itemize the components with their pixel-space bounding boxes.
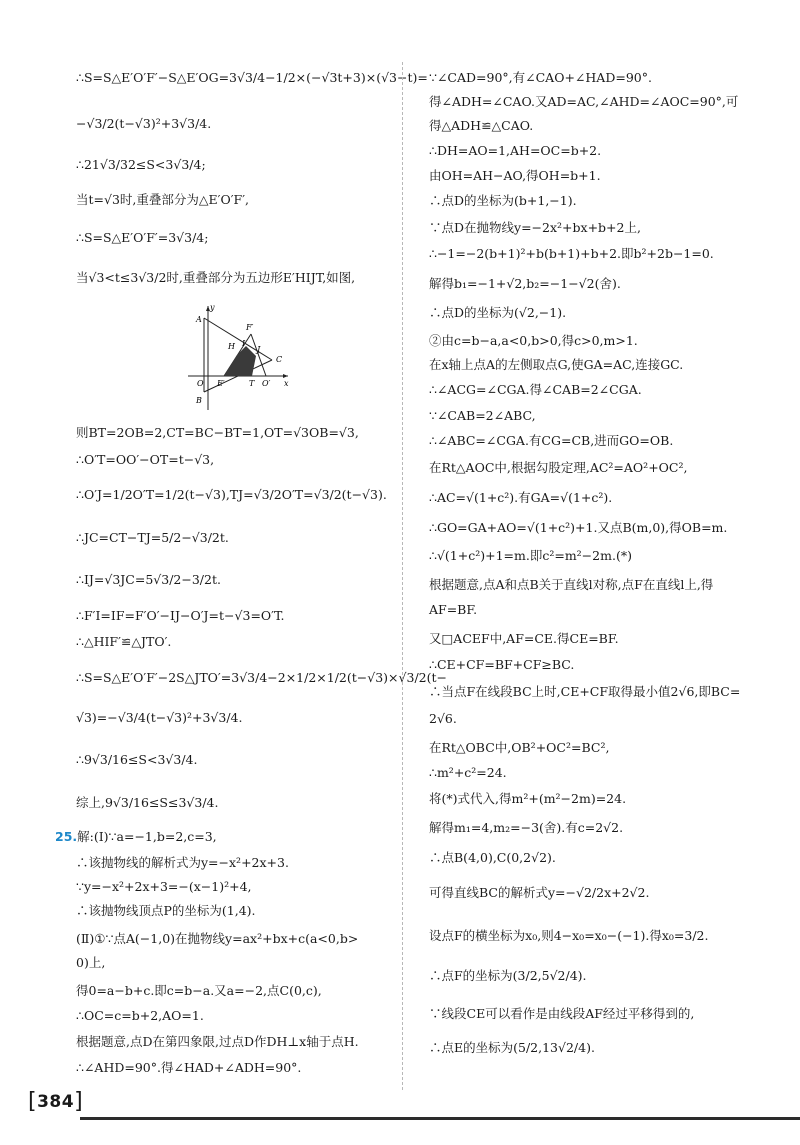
text-line: ∴9√3/16≤S<3√3/4. [76, 752, 198, 767]
figure-label: I [242, 339, 246, 348]
text-line: 根据题意,点D在第四象限,过点D作DH⊥x轴于点H. [76, 1034, 359, 1049]
text-line: ∴∠AHD=90°.得∠HAD+∠ADH=90°. [76, 1060, 302, 1075]
text-line: ∴点B(4,0),C(0,2√2). [429, 850, 556, 865]
text-line: 解:(Ⅰ)∵a=−1,b=2,c=3, [77, 829, 217, 844]
text-line: 由OH=AH−AO,得OH=b+1. [429, 168, 601, 183]
geometry-figure [188, 300, 310, 418]
text-line: ∴JC=CT−TJ=5/2−√3/2t. [76, 530, 229, 545]
text-line: ∵∠CAB=2∠ABC, [429, 408, 536, 423]
text-line: ∴OC=c=b+2,AO=1. [76, 1008, 204, 1023]
text-line: ∴F′I=IF=F′O′−IJ−O′J=t−√3=O′T. [76, 608, 285, 623]
figure-label: A [196, 315, 202, 324]
question-number: 25. [55, 829, 78, 844]
text-line: ∴该抛物线顶点P的坐标为(1,4). [76, 903, 256, 918]
text-line: ∴S=S△E′O′F′−S△E′OG=3√3/4−1/2×(−√3t+3)×(√3−t)= [76, 70, 428, 85]
figure-label: H [228, 342, 235, 351]
text-line: ∴AC=√(1+c²).有GA=√(1+c²). [429, 490, 613, 505]
text-line: ∴CE+CF=BF+CF≥BC. [429, 657, 575, 672]
text-line: ∴点D的坐标为(√2,−1). [429, 305, 567, 320]
figure-label: T [249, 379, 255, 388]
figure-label: E′ [217, 379, 225, 388]
x-axis-arrow [283, 374, 288, 378]
text-line: 在Rt△AOC中,根据勾股定理,AC²=AO²+OC², [429, 460, 688, 475]
page-number-value: 384 [37, 1092, 75, 1112]
text-line: 当√3<t≤3√3/2时,重叠部分为五边形E′HIJT,如图, [76, 270, 356, 285]
text-line: ∴点F的坐标为(3/2,5√2/4). [429, 968, 587, 983]
figure-label: J [257, 345, 261, 354]
text-line: 设点F的横坐标为x₀,则4−x₀=x₀−(−1).得x₀=3/2. [429, 928, 709, 943]
text-line: ∴IJ=√3JC=5√3/2−3/2t. [76, 572, 221, 587]
text-line: 又□ACEF中,AF=CE.得CE=BF. [429, 631, 619, 646]
figure-label: B [196, 396, 202, 405]
text-line: 解得m₁=4,m₂=−3(舍).有c=2√2. [429, 820, 624, 835]
text-line: 得△ADH≌△CAO. [429, 118, 534, 133]
column-divider [402, 62, 403, 1090]
text-line: ∵线段CE可以看作是由线段AF经过平移得到的, [429, 1006, 695, 1021]
text-line: 解得b₁=−1+√2,b₂=−1−√2(舍). [429, 276, 621, 291]
text-line: ∴DH=AO=1,AH=OC=b+2. [429, 143, 602, 158]
text-line: 0)上, [76, 955, 106, 970]
figure-label: C [276, 355, 283, 364]
text-line: (Ⅱ)①∵点A(−1,0)在抛物线y=ax²+bx+c(a<0,b> [76, 931, 359, 946]
text-line: ∴−1=−2(b+1)²+b(b+1)+b+2.即b²+2b−1=0. [429, 246, 714, 261]
text-line: 在x轴上点A的左侧取点G,使GA=AC,连接GC. [429, 357, 684, 372]
text-line: ②由c=b−a,a<0,b>0,得c>0,m>1. [429, 333, 638, 348]
question-25-header [55, 829, 217, 845]
text-line: ∴O′T=OO′−OT=t−√3, [76, 452, 215, 467]
text-line: ∵∠CAD=90°,有∠CAO+∠HAD=90°. [429, 70, 652, 85]
text-line: ∵y=−x²+2x+3=−(x−1)²+4, [76, 879, 252, 894]
text-line: 可得直线BC的解析式y=−√2/2x+2√2. [429, 885, 650, 900]
footer-rule [80, 1117, 800, 1120]
text-line: 当t=√3时,重叠部分为△E′O′F′, [76, 192, 250, 207]
figure-label: O′ [262, 379, 271, 388]
text-line: 综上,9√3/16≤S≤3√3/4. [76, 795, 219, 810]
text-line: ∴点D的坐标为(b+1,−1). [429, 193, 577, 208]
figure-label: O [197, 379, 204, 388]
text-line: 得∠ADH=∠CAO.又AD=AC,∠AHD=∠AOC=90°,可 [429, 94, 739, 109]
text-line: −√3/2(t−√3)²+3√3/4. [76, 116, 212, 131]
text-line: ∴当点F在线段BC上时,CE+CF取得最小值2√6,即BC= [429, 684, 741, 699]
text-line: 将(*)式代入,得m²+(m²−2m)=24. [429, 791, 627, 806]
text-line: ∴m²+c²=24. [429, 765, 507, 780]
text-line: 2√6. [429, 711, 457, 726]
text-line: AF=BF. [429, 602, 478, 617]
text-line: ∵点D在抛物线y=−2x²+bx+b+2上, [429, 220, 641, 235]
text-line: ∴点E的坐标为(5/2,13√2/4). [429, 1040, 595, 1055]
text-line: ∴GO=GA+AO=√(1+c²)+1.又点B(m,0),得OB=m. [429, 520, 728, 535]
page-bracket-close-icon: ] [74, 1089, 84, 1114]
text-line: ∴21√3/32≤S<3√3/4; [76, 157, 206, 172]
page-number [28, 1088, 83, 1113]
text-line: 得0=a−b+c.即c=b−a.又a=−2,点C(0,c), [76, 983, 322, 998]
text-line: 在Rt△OBC中,OB²+OC²=BC², [429, 740, 610, 755]
text-line: ∴√(1+c²)+1=m.即c²=m²−2m.(*) [429, 548, 632, 563]
text-line: ∴∠ACG=∠CGA.得∠CAB=2∠CGA. [429, 382, 642, 397]
figure-label: x [284, 379, 289, 388]
text-line: ∴S=S△E′O′F′=3√3/4; [76, 230, 209, 245]
text-line: 则BT=2OB=2,CT=BC−BT=1,OT=√3OB=√3, [76, 425, 359, 440]
text-line: ∴O′J=1/2O′T=1/2(t−√3),TJ=√3/2O′T=√3/2(t−√3). [76, 487, 387, 502]
figure-label: y [210, 303, 215, 312]
figure-label: F′ [246, 323, 254, 332]
text-line: √3)=−√3/4(t−√3)²+3√3/4. [76, 710, 243, 725]
text-line: 根据题意,点A和点B关于直线l对称,点F在直线l上,得 [429, 577, 714, 592]
text-line: ∴∠ABC=∠CGA.有CG=CB,进而GO=OB. [429, 433, 674, 448]
page-bracket-open-icon: [ [28, 1089, 38, 1114]
text-line: ∴该抛物线的解析式为y=−x²+2x+3. [76, 855, 289, 870]
text-line: ∴S=S△E′O′F′−2S△JTO′=3√3/4−2×1/2×1/2(t−√3)×√3/2(t− [76, 670, 447, 685]
text-line: ∴△HIF′≌△JTO′. [76, 634, 172, 649]
